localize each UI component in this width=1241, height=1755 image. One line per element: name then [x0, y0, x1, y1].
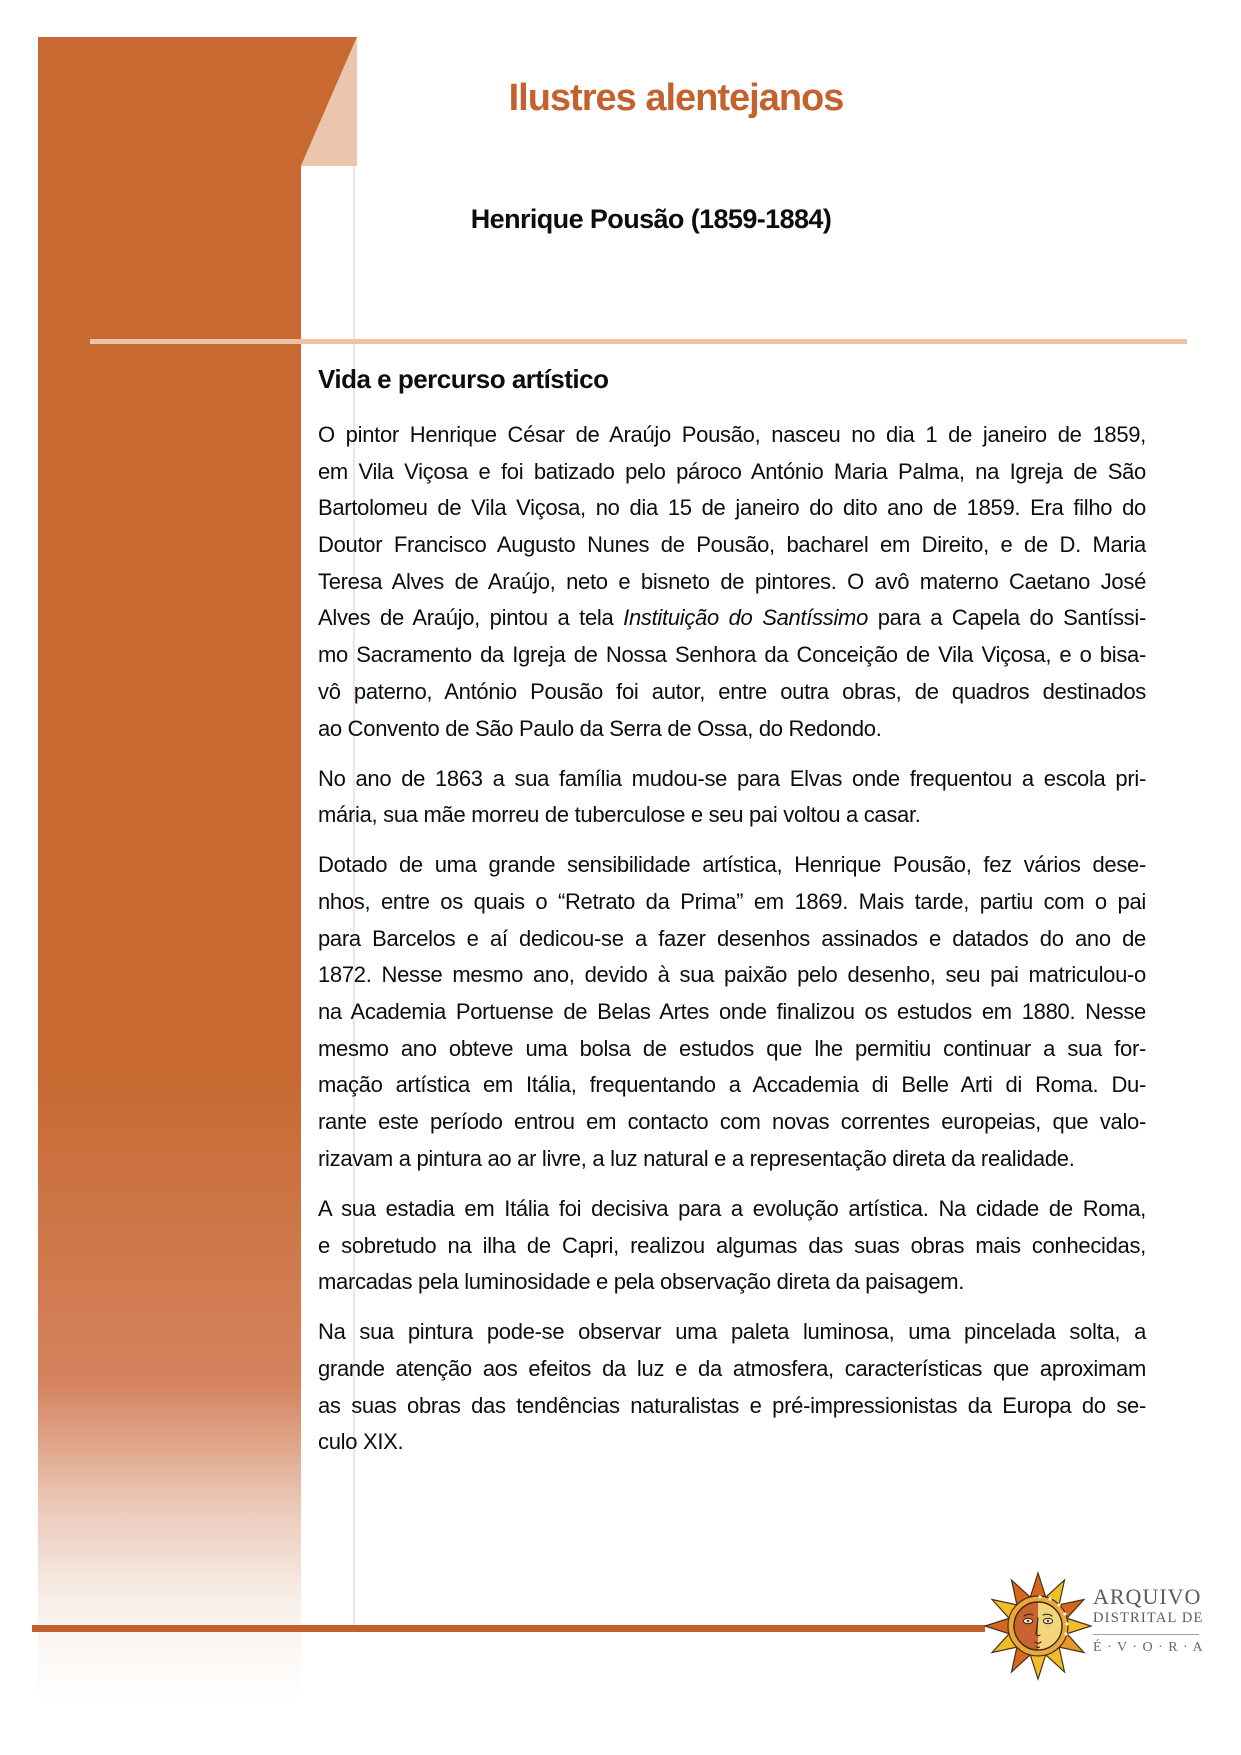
body-line: Doutor Francisco Augusto Nunes de Pousão, bacharel em Direito, e de D. Maria — [318, 532, 1146, 558]
logo-org-name-line2: DISTRITAL DE — [1093, 1610, 1204, 1626]
paragraph — [318, 417, 1146, 747]
sun-logo-icon — [983, 1571, 1093, 1681]
body-line: ao Convento de São Paulo da Serra de Ossa, do Redondo. — [318, 715, 882, 741]
page-title-word1: Ilustres — [508, 77, 636, 119]
body-line: e sobretudo na ilha de Capri, realizou algumas das suas obras mais conhecidas, — [318, 1232, 1146, 1258]
paragraph — [318, 1191, 1146, 1301]
body-line: para Barcelos e aí dedicou-se a fazer desenhos assinados e datados do ano de — [318, 925, 1146, 951]
body-line: rizavam a pintura ao ar livre, a luz natural e a representação direta da realidade. — [318, 1145, 1075, 1171]
body-line: Dotado de uma grande sensibilidade artística, Henrique Pousão, fez vários dese- — [318, 852, 1146, 878]
left-accent-strip — [38, 37, 301, 1700]
body-line: Alves de Araújo, pintou a tela Instituição do Santíssimo para a Capela do Santíssi- — [318, 605, 1146, 631]
body-line: Teresa Alves de Araújo, neto e bisneto de pintores. O avô materno Caetano José — [318, 568, 1146, 594]
body-line: mária, sua mãe morreu de tuberculose e seu pai voltou a casar. — [318, 802, 921, 828]
page-title-word2: alentejanos — [645, 77, 844, 119]
body-line: Bartolomeu de Vila Viçosa, no dia 15 de janeiro do dito ano de 1859. Era filho do — [318, 495, 1146, 521]
body-line: marcadas pela luminosidade e pela observação direta da paisagem. — [318, 1269, 965, 1295]
body-line: culo XIX. — [318, 1429, 404, 1455]
body-line: grande atenção aos efeitos da luz e da atmosfera, características que aproximam — [318, 1356, 1146, 1382]
body-line: A sua estadia em Itália foi decisiva para a evolução artística. Na cidade de Roma, — [318, 1195, 1146, 1221]
paragraph — [318, 847, 1146, 1177]
body-line: vô paterno, António Pousão foi autor, entre outra obras, de quadros destinados — [318, 678, 1146, 704]
logo-divider — [1093, 1634, 1199, 1635]
body-line: 1872. Nesse mesmo ano, devido à sua paixão pelo desenho, seu pai matriculou-o — [318, 962, 1146, 988]
body-line: mesmo ano obteve uma bolsa de estudos que lhe permitiu continuar a sua for- — [318, 1035, 1146, 1061]
logo-org-name: ARQUIVO — [1093, 1584, 1202, 1609]
footer-rule — [32, 1625, 985, 1632]
body-line: na Academia Portuense de Belas Artes onde finalizou os estudos em 1880. Nesse — [318, 999, 1146, 1025]
paragraph — [318, 761, 1146, 834]
body-line: as suas obras das tendências naturalistas e pré-impressionistas da Europa do se- — [318, 1392, 1146, 1418]
body-line: nhos, entre os quais o “Retrato da Prima” em 1869. Mais tarde, partiu com o pai — [318, 889, 1146, 915]
body-line: rante este período entrou em contacto com novas correntes europeias, que valo- — [318, 1109, 1146, 1135]
body-line: Na sua pintura pode-se observar uma paleta luminosa, uma pincelada solta, a — [318, 1319, 1146, 1345]
footer-logo — [983, 1571, 1241, 1711]
logo-text — [1093, 1585, 1241, 1656]
body-line: O pintor Henrique César de Araújo Pousão, nasceu no dia 1 de janeiro de 1859, — [318, 422, 1146, 447]
paragraph — [318, 1314, 1146, 1461]
logo-city: É · V · O · R · A — [1093, 1640, 1204, 1655]
body-line: mo Sacramento da Igreja de Nossa Senhora da Conceição de Vila Viçosa, e o bisa- — [318, 642, 1146, 668]
paragraphs — [318, 417, 1146, 1475]
body-line: No ano de 1863 a sua família mudou-se para Elvas onde frequentou a escola pri- — [318, 765, 1146, 791]
document-subtitle: Henrique Pousão (1859-1884) — [470, 204, 832, 234]
header-rule — [90, 339, 1187, 344]
page-title — [509, 75, 844, 121]
body-line: mação artística em Itália, frequentando a Accademia di Belle Arti di Roma. Du- — [318, 1072, 1146, 1098]
body-line: em Vila Viçosa e foi batizado pelo pároco António Maria Palma, na Igreja de São — [318, 458, 1146, 484]
section-heading: Vida e percurso artístico — [318, 364, 609, 394]
